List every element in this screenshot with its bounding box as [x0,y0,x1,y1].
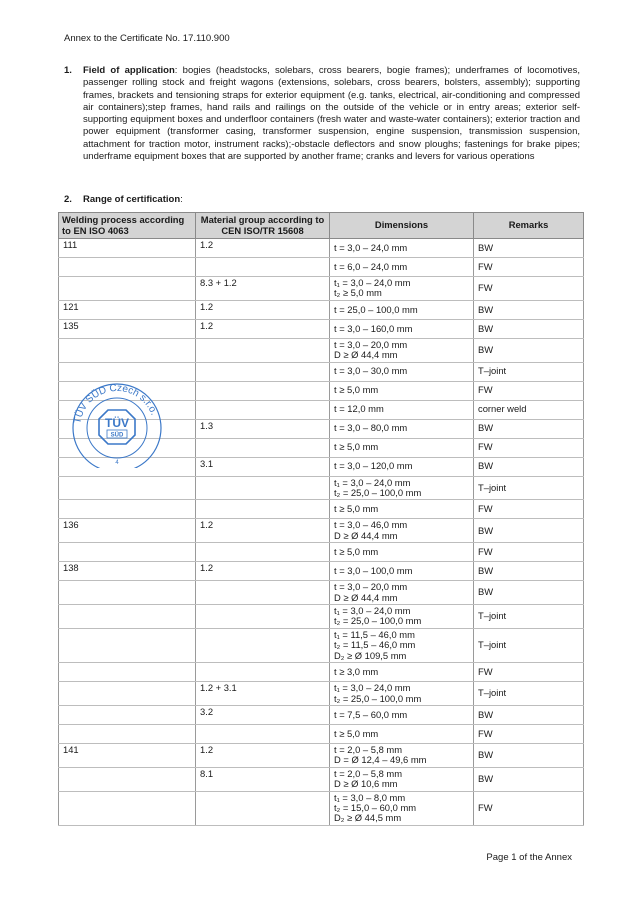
cell-material-group [196,500,330,519]
cell-remarks: BW [474,581,584,605]
cell-dimensions [330,277,474,301]
cell-material-group: 3.1 [196,457,330,476]
dimension-line: t = 3,0 – 80,0 mm [334,422,408,434]
cell-material-group: 8.1 [196,767,330,791]
cell-material-group: 1.2 [196,319,330,338]
header-material-group: Material group according to CEN ISO/TR 15608 [196,213,330,239]
table-row [59,277,584,301]
cell-remarks: FW [474,724,584,743]
dimension-line: t = 3,0 – 160,0 mm [334,322,413,334]
dimension-line: t ≥ 5,0 mm [334,546,379,558]
table-row [59,682,584,706]
table-body [59,239,584,826]
cell-welding-process: 111 [59,239,196,258]
dimension-line: D = Ø 12,4 – 49,6 mm [334,754,427,766]
cell-material-group [196,581,330,605]
dimension-line: t = 3,0 – 100,0 mm [334,565,413,577]
cell-welding-process: 138 [59,562,196,581]
dimension-line: t ≥ 5,0 mm [334,441,379,453]
cell-welding-process [59,724,196,743]
cell-material-group [196,362,330,381]
dimension-line: t = 3,0 – 46,0 mm [334,519,408,531]
dimension-line: D₂ ≥ Ø 109,5 mm [334,649,407,661]
cell-remarks: BW [474,300,584,319]
cell-remarks: BW [474,562,584,581]
cell-dimensions [330,743,474,767]
cell-remarks: T–joint [474,476,584,500]
tuv-sud-stamp [58,376,176,468]
cell-dimensions [330,628,474,662]
cell-remarks: FW [474,381,584,400]
cell-remarks: BW [474,239,584,258]
cell-dimensions [330,543,474,562]
cell-welding-process [59,277,196,301]
dimension-line: t₁ = 11,5 – 46,0 mm [334,628,415,640]
table-row [59,705,584,724]
cell-dimensions [330,605,474,629]
cell-dimensions [330,500,474,519]
dimension-line: t₁ = 3,0 – 8,0 mm [334,791,406,803]
cell-material-group [196,543,330,562]
cell-material-group [196,438,330,457]
annex-header: Annex to the Certificate No. 17.110.900 [64,33,230,44]
cell-remarks: T–joint [474,362,584,381]
section-title: Range of certification [83,194,181,205]
cell-welding-process [59,791,196,825]
cell-remarks: T–joint [474,682,584,706]
cell-material-group [196,338,330,362]
cell-remarks: FW [474,791,584,825]
cell-material-group: 1.2 + 3.1 [196,682,330,706]
cell-remarks: FW [474,543,584,562]
cell-welding-process [59,767,196,791]
cell-dimensions [330,767,474,791]
cell-remarks: BW [474,743,584,767]
cell-material-group [196,724,330,743]
cell-material-group [196,605,330,629]
header-dimensions: Dimensions [330,213,474,239]
section-body: : bogies (headstocks, solebars, cross bearers, bogie frames); underframes of locomotives, passenger rolling stock and freight wagons (extensions, solebars, cross bearers, bolsters, assembly); supporting frames, brackets and tensioning straps for exterior equipment (e.g. tanks, electrical, air-conditioning and compressed air containers);step frames, hand rails and railings on the outside of the vehicle or in entry areas; exterior self-supporting equipment boxes and underfloor containers (fresh water and waste-water containers); exterior traction and power equipment (transformer casing, transformer suspension, engine suspension, transmission suspension, attachment for traction motor, instrument racks);-obstacle deflectors and snow ploughs; fastenings for brake pipes; underframe equipment boxes that are supported by another frame; cranks and levers for various operations [83,65,580,163]
cell-material-group: 1.2 [196,743,330,767]
cell-welding-process [59,705,196,724]
cell-welding-process [59,663,196,682]
dimension-line: t = 25,0 – 100,0 mm [334,303,418,315]
section-title: Field of application [83,65,175,76]
cell-remarks: BW [474,767,584,791]
cell-dimensions [330,239,474,258]
tuv-logo-text: TÜV [105,416,129,430]
cell-remarks: FW [474,438,584,457]
cell-dimensions [330,438,474,457]
cell-welding-process [59,543,196,562]
cell-remarks: BW [474,519,584,543]
cell-material-group [196,258,330,277]
section-colon: : [180,194,183,205]
table-row [59,338,584,362]
cell-material-group: 8.3 + 1.2 [196,277,330,301]
section-number: 2. [64,194,72,205]
stamp-mark: 4 [115,460,119,466]
cell-dimensions [330,400,474,419]
table-row [59,476,584,500]
table-row [59,663,584,682]
dimension-line: t₁ = 3,0 – 24,0 mm [334,682,411,694]
cell-material-group [196,628,330,662]
cell-remarks: corner weld [474,400,584,419]
cell-welding-process [59,476,196,500]
cell-dimensions [330,791,474,825]
header-remarks: Remarks [474,213,584,239]
sud-logo-text: SÜD [110,432,124,439]
cell-dimensions [330,519,474,543]
cell-dimensions [330,362,474,381]
cell-remarks: BW [474,419,584,438]
cell-welding-process [59,605,196,629]
cell-material-group: 1.2 [196,239,330,258]
cell-welding-process [59,338,196,362]
dimension-line: t₁ = 3,0 – 24,0 mm [334,605,411,617]
field-of-application-section [64,65,580,163]
dimension-line: t = 3,0 – 30,0 mm [334,365,408,377]
cell-welding-process: 135 [59,319,196,338]
certification-table [58,212,584,826]
cell-material-group [196,381,330,400]
dimension-line: D ≥ Ø 10,6 mm [334,778,398,790]
stamp-text: TÜV SÜD Czech s.r.o. [72,382,160,425]
cell-welding-process: 141 [59,743,196,767]
cell-remarks: T–joint [474,605,584,629]
cell-dimensions [330,258,474,277]
table-row [59,562,584,581]
field-of-application-text [83,65,580,163]
dimension-line: t ≥ 5,0 mm [334,727,379,739]
cell-remarks: FW [474,500,584,519]
table-row [59,519,584,543]
table-row [59,791,584,825]
table-row [59,628,584,662]
cell-welding-process [59,258,196,277]
table-row [59,724,584,743]
dimension-line: t₂ ≥ 5,0 mm [334,287,382,299]
cell-dimensions [330,581,474,605]
dimension-line: t₁ = 3,0 – 24,0 mm [334,277,411,288]
range-of-certification-heading [64,194,183,206]
table-row [59,239,584,258]
cell-welding-process [59,581,196,605]
cell-material-group [196,400,330,419]
cell-dimensions [330,476,474,500]
dimension-line: t = 12,0 mm [334,403,384,415]
header-welding-process: Welding process according to EN ISO 4063 [59,213,196,239]
cell-material-group: 1.2 [196,562,330,581]
cell-dimensions [330,682,474,706]
cell-welding-process [59,500,196,519]
table-row [59,300,584,319]
dimension-line: t₂ = 25,0 – 100,0 mm [334,487,422,499]
cell-material-group [196,663,330,682]
dimension-line: t₂ = 15,0 – 60,0 mm [334,801,417,813]
table-row [59,743,584,767]
cell-dimensions [330,562,474,581]
dimension-line: t₂ = 25,0 – 100,0 mm [334,615,422,627]
cell-dimensions [330,419,474,438]
table-row [59,543,584,562]
dimension-line: D ≥ Ø 44,4 mm [334,349,398,361]
cell-dimensions [330,338,474,362]
dimension-line: t = 7,5 – 60,0 mm [334,708,408,720]
cell-remarks: BW [474,705,584,724]
cell-dimensions [330,457,474,476]
dimension-line: t = 2,0 – 5,8 mm [334,767,403,779]
cell-remarks: FW [474,277,584,301]
table-row [59,319,584,338]
dimension-line: t = 3,0 – 20,0 mm [334,338,408,350]
cell-material-group [196,791,330,825]
cell-dimensions [330,300,474,319]
dimension-line: D ≥ Ø 44,4 mm [334,529,398,541]
cell-material-group [196,476,330,500]
table-row [59,581,584,605]
cell-welding-process [59,628,196,662]
table-row [59,767,584,791]
cell-remarks: FW [474,258,584,277]
cell-dimensions [330,319,474,338]
cell-remarks: BW [474,319,584,338]
dimension-line: t ≥ 5,0 mm [334,503,379,515]
cell-material-group: 1.3 [196,419,330,438]
table-row [59,500,584,519]
cell-dimensions [330,705,474,724]
cell-welding-process: 136 [59,519,196,543]
cell-material-group: 3.2 [196,705,330,724]
dimension-line: t = 3,0 – 24,0 mm [334,241,408,253]
cell-dimensions [330,381,474,400]
cell-material-group: 1.2 [196,300,330,319]
cell-remarks: BW [474,338,584,362]
dimension-line: t ≥ 5,0 mm [334,384,379,396]
table-row [59,605,584,629]
dimension-line: D ≥ Ø 44,4 mm [334,591,398,603]
table-row [59,258,584,277]
cell-welding-process: 121 [59,300,196,319]
cell-remarks: BW [474,457,584,476]
cell-dimensions [330,724,474,743]
cell-material-group: 1.2 [196,519,330,543]
page-footer: Page 1 of the Annex [486,852,572,863]
cell-remarks: FW [474,663,584,682]
dimension-line: t = 3,0 – 20,0 mm [334,581,408,593]
cell-welding-process [59,682,196,706]
dimension-line: t₁ = 3,0 – 24,0 mm [334,476,411,488]
dimension-line: t = 6,0 – 24,0 mm [334,260,408,272]
cell-remarks: T–joint [474,628,584,662]
dimension-line: t = 3,0 – 120,0 mm [334,460,413,472]
dimension-line: D₂ ≥ Ø 44,5 mm [334,812,402,824]
dimension-line: t₂ = 11,5 – 46,0 mm [334,639,416,651]
dimension-line: t ≥ 3,0 mm [334,665,379,677]
section-number: 1. [64,65,72,76]
dimension-line: t₂ = 25,0 – 100,0 mm [334,692,422,704]
dimension-line: t = 2,0 – 5,8 mm [334,743,403,755]
table-header-row [59,213,584,239]
cell-dimensions [330,663,474,682]
